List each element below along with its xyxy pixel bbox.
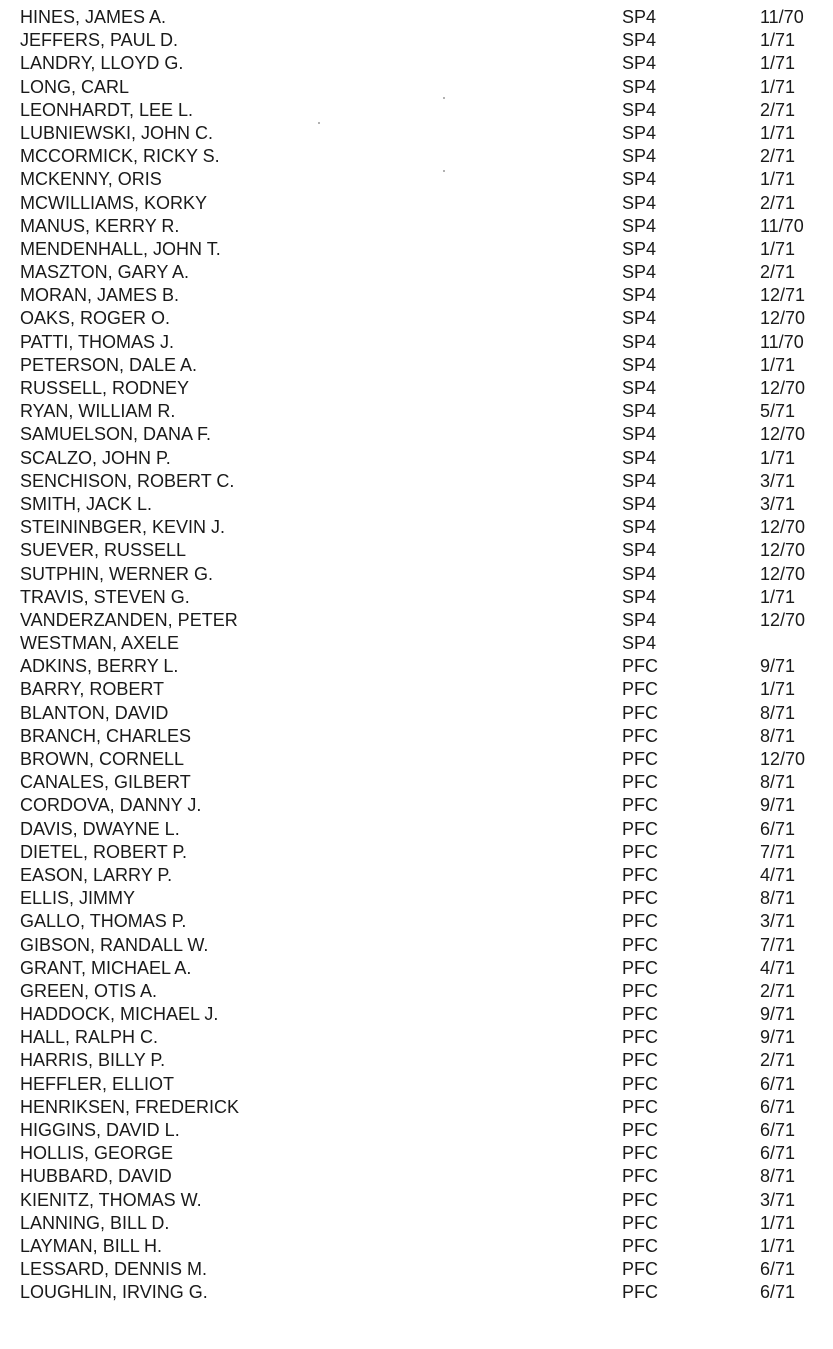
roster-row [0,168,833,191]
soldier-name: SENCHISON, ROBERT C. [20,470,235,491]
soldier-name: GREEN, OTIS A. [20,980,158,1001]
date-cell: 3/71 [760,911,796,932]
scan-speck [443,97,445,99]
rank-cell: PFC [622,1259,658,1280]
scan-speck [318,122,320,124]
date-cell: 1/71 [760,354,796,375]
soldier-name: MENDENHALL, JOHN T. [20,238,221,259]
rank-cell: SP4 [622,401,657,422]
rank-cell: PFC [622,841,658,862]
rank-cell: PFC [622,1027,658,1048]
rank-cell: PFC [622,679,658,700]
roster-row [0,1073,833,1096]
soldier-name: DIETEL, ROBERT P. [20,841,188,862]
rank-cell: PFC [622,934,658,955]
roster-row [0,678,833,701]
date-cell: 7/71 [760,934,796,955]
roster-row [0,145,833,168]
rank-cell: SP4 [622,540,657,561]
roster-row [0,1258,833,1281]
date-cell: 12/70 [760,540,806,561]
rank-cell: SP4 [622,470,657,491]
roster-row [0,1212,833,1235]
soldier-name: DAVIS, DWAYNE L. [20,818,180,839]
rank-cell: PFC [622,795,658,816]
rank-cell: SP4 [622,563,657,584]
rank-cell: PFC [622,1166,658,1187]
date-cell: 12/71 [760,285,806,306]
roster-row [0,910,833,933]
date-cell: 1/71 [760,53,796,74]
soldier-name: JEFFERS, PAUL D. [20,30,179,51]
rank-cell: SP4 [622,424,657,445]
soldier-name: HIGGINS, DAVID L. [20,1120,180,1140]
rank-cell: PFC [622,818,658,839]
soldier-name: SUTPHIN, WERNER G. [20,563,214,584]
date-cell: 6/71 [760,1120,796,1140]
roster-row [0,818,833,841]
rank-cell: PFC [622,1050,658,1071]
rank-cell: SP4 [622,30,657,51]
roster-row [0,632,833,655]
roster-row [0,864,833,887]
date-cell: 2/71 [760,99,796,120]
roster-row [0,1096,833,1119]
rank-cell: PFC [622,1120,658,1140]
rank-cell: SP4 [622,238,657,259]
roster-row [0,1235,833,1258]
rank-cell: PFC [622,1004,658,1025]
soldier-name: LONG, CARL [20,76,130,97]
soldier-name: HUBBARD, DAVID [20,1166,172,1187]
roster-row [0,122,833,145]
soldier-name: LEONHARDT, LEE L. [20,99,194,120]
date-cell: 9/71 [760,1027,796,1048]
roster-row [0,516,833,539]
soldier-name: STEININBGER, KEVIN J. [20,517,226,538]
roster-row [0,1049,833,1072]
roster-list [0,6,833,1305]
date-cell: 2/71 [760,146,796,167]
roster-row [0,539,833,562]
soldier-name: SUEVER, RUSSELL [20,540,187,561]
roster-row [0,1119,833,1142]
roster-row [0,29,833,52]
date-cell: 2/71 [760,980,796,1001]
roster-row [0,261,833,284]
soldier-name: LANDRY, LLOYD G. [20,53,184,74]
date-cell: 1/71 [760,169,796,190]
soldier-name: TRAVIS, STEVEN G. [20,586,190,607]
date-cell: 1/71 [760,1212,796,1233]
roster-row [0,354,833,377]
roster-row [0,841,833,864]
roster-row [0,99,833,122]
roster-row [0,1165,833,1188]
date-cell: 8/71 [760,1166,796,1187]
roster-row [0,771,833,794]
roster-row [0,470,833,493]
date-cell: 4/71 [760,864,796,885]
soldier-name: MORAN, JAMES B. [20,285,180,306]
roster-row [0,284,833,307]
rank-cell: SP4 [622,331,657,352]
date-cell: 4/71 [760,957,796,978]
rank-cell: SP4 [622,262,657,283]
soldier-name: OAKS, ROGER O. [20,308,171,329]
soldier-name: HINES, JAMES A. [20,7,167,27]
roster-row [0,6,833,29]
scan-speck [443,170,445,172]
rank-cell: PFC [622,1282,658,1303]
soldier-name: KIENITZ, THOMAS W. [20,1189,202,1210]
soldier-name: PATTI, THOMAS J. [20,331,175,352]
date-cell: 1/71 [760,238,796,259]
rank-cell: PFC [622,1189,658,1210]
roster-row [0,192,833,215]
date-cell: 6/71 [760,1143,796,1164]
date-cell: 1/71 [760,30,796,51]
rank-cell: PFC [622,772,658,793]
roster-row [0,493,833,516]
date-cell: 12/70 [760,308,806,329]
date-cell: 8/71 [760,702,796,723]
rank-cell: SP4 [622,215,657,236]
rank-cell: PFC [622,656,658,677]
rank-cell: PFC [622,702,658,723]
rank-cell: PFC [622,1073,658,1094]
date-cell: 1/71 [760,679,796,700]
rank-cell: PFC [622,1143,658,1164]
soldier-name: HADDOCK, MICHAEL J. [20,1004,219,1025]
soldier-name: LANNING, BILL D. [20,1212,170,1233]
roster-row [0,331,833,354]
rank-cell: SP4 [622,7,657,27]
rank-cell: PFC [622,749,658,769]
soldier-name: GRANT, MICHAEL A. [20,957,192,978]
date-cell: 8/71 [760,772,796,793]
date-cell: 6/71 [760,1259,796,1280]
date-cell: 9/71 [760,1004,796,1025]
roster-row [0,76,833,99]
rank-cell: PFC [622,1235,658,1256]
rank-cell: SP4 [622,586,657,607]
date-cell: 12/70 [760,563,806,584]
roster-row [0,655,833,678]
date-cell: 5/71 [760,401,796,422]
rank-cell: SP4 [622,493,657,514]
rank-cell: SP4 [622,76,657,97]
rank-cell: PFC [622,911,658,932]
rank-cell: SP4 [622,609,657,630]
date-cell: 1/71 [760,1235,796,1256]
date-cell: 6/71 [760,1096,796,1117]
date-cell: 2/71 [760,262,796,283]
roster-row [0,725,833,748]
date-cell: 2/71 [760,192,796,213]
rank-cell: SP4 [622,99,657,120]
rank-cell: SP4 [622,122,657,143]
roster-row [0,794,833,817]
roster-row [0,238,833,261]
soldier-name: MANUS, KERRY R. [20,215,180,236]
soldier-name: MCWILLIAMS, KORKY [20,192,208,213]
roster-row [0,748,833,771]
date-cell: 3/71 [760,470,796,491]
rank-cell: PFC [622,888,658,909]
date-cell: 1/71 [760,122,796,143]
rank-cell: SP4 [622,308,657,329]
roster-row [0,957,833,980]
soldier-name: GIBSON, RANDALL W. [20,934,209,955]
soldier-name: WESTMAN, AXELE [20,633,180,654]
date-cell: 6/71 [760,1073,796,1094]
roster-row [0,52,833,75]
soldier-name: VANDERZANDEN, PETER [20,609,238,630]
soldier-name: HENRIKSEN, FREDERICK [20,1096,240,1117]
roster-row [0,1003,833,1026]
date-cell: 3/71 [760,1189,796,1210]
date-cell: 11/70 [760,331,804,352]
date-cell: 2/71 [760,1050,796,1071]
soldier-name: LOUGHLIN, IRVING G. [20,1282,208,1303]
date-cell: 9/71 [760,656,796,677]
soldier-name: SAMUELSON, DANA F. [20,424,212,445]
soldier-name: CANALES, GILBERT [20,772,191,793]
roster-row [0,934,833,957]
soldier-name: BLANTON, DAVID [20,702,169,723]
rank-cell: SP4 [622,146,657,167]
date-cell: 1/71 [760,447,796,468]
soldier-name: HALL, RALPH C. [20,1027,159,1048]
roster-row [0,307,833,330]
soldier-name: RYAN, WILLIAM R. [20,401,176,422]
roster-row [0,1142,833,1165]
rank-cell: PFC [622,725,658,746]
roster-row [0,400,833,423]
roster-row [0,215,833,238]
soldier-name: ELLIS, JIMMY [20,888,136,909]
soldier-name: MCCORMICK, RICKY S. [20,146,220,167]
rank-cell: SP4 [622,53,657,74]
rank-cell: SP4 [622,285,657,306]
rank-cell: SP4 [622,169,657,190]
rank-cell: PFC [622,864,658,885]
date-cell: 11/70 [760,215,804,236]
roster-row [0,447,833,470]
date-cell: 6/71 [760,1282,796,1303]
soldier-name: CORDOVA, DANNY J. [20,795,202,816]
soldier-name: LAYMAN, BILL H. [20,1235,163,1256]
roster-row [0,702,833,725]
rank-cell: SP4 [622,517,657,538]
roster-row [0,423,833,446]
date-cell: 12/70 [760,378,806,398]
soldier-name: LUBNIEWSKI, JOHN C. [20,122,214,143]
roster-row [0,377,833,400]
soldier-name: SCALZO, JOHN P. [20,447,171,468]
rank-cell: SP4 [622,354,657,375]
rank-cell: PFC [622,957,658,978]
date-cell: 12/70 [760,424,806,445]
soldier-name: RUSSELL, RODNEY [20,378,190,398]
rank-cell: SP4 [622,447,657,468]
rank-cell: PFC [622,1096,658,1117]
soldier-name: HOLLIS, GEORGE [20,1143,174,1164]
roster-row [0,980,833,1003]
roster-row [0,887,833,910]
roster-row [0,609,833,632]
rank-cell: PFC [622,1212,658,1233]
soldier-name: SMITH, JACK L. [20,493,153,514]
soldier-name: HARRIS, BILLY P. [20,1050,166,1071]
soldier-name: PETERSON, DALE A. [20,354,198,375]
date-cell: 11/70 [760,7,804,27]
soldier-name: ADKINS, BERRY L. [20,656,179,677]
date-cell: 3/71 [760,493,796,514]
soldier-name: EASON, LARRY P. [20,864,173,885]
date-cell: 12/70 [760,517,806,538]
soldier-name: LESSARD, DENNIS M. [20,1259,208,1280]
date-cell: 1/71 [760,586,796,607]
roster-row [0,586,833,609]
date-cell: 1/71 [760,76,796,97]
date-cell: 7/71 [760,841,796,862]
soldier-name: GALLO, THOMAS P. [20,911,187,932]
rank-cell: SP4 [622,633,657,654]
date-cell: 12/70 [760,609,806,630]
roster-row [0,1189,833,1212]
soldier-name: BARRY, ROBERT [20,679,165,700]
date-cell: 9/71 [760,795,796,816]
soldier-name: BROWN, CORNELL [20,749,185,769]
soldier-name: BRANCH, CHARLES [20,725,192,746]
date-cell: 12/70 [760,749,806,769]
soldier-name: MASZTON, GARY A. [20,262,190,283]
date-cell: 8/71 [760,725,796,746]
rank-cell: SP4 [622,378,657,398]
date-cell: 8/71 [760,888,796,909]
rank-cell: PFC [622,980,658,1001]
roster-row [0,1281,833,1304]
date-cell: 6/71 [760,818,796,839]
soldier-name: HEFFLER, ELLIOT [20,1073,175,1094]
roster-row [0,1026,833,1049]
roster-row [0,563,833,586]
rank-cell: SP4 [622,192,657,213]
soldier-name: MCKENNY, ORIS [20,169,162,190]
